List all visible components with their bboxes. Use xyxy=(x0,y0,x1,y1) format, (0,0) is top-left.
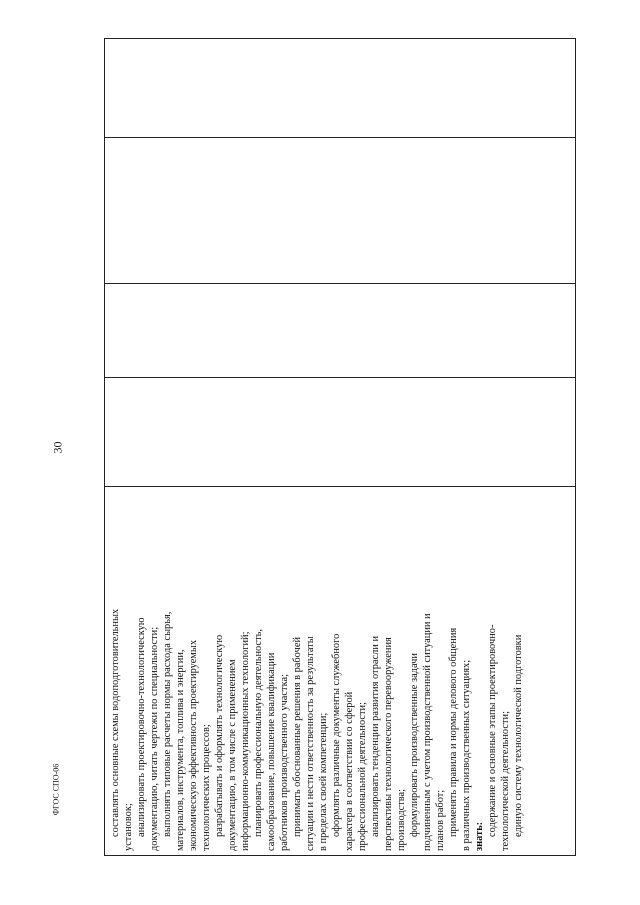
document-code: ФГОС СПО-06 xyxy=(51,763,61,816)
table-row-divider xyxy=(105,137,575,138)
text-line: экономическую эффективность проектируемых xyxy=(188,639,199,851)
text-line: оформлять различные документы служебного xyxy=(331,633,342,837)
text-line: принимать обоснованные решения в рабочей xyxy=(292,637,303,837)
text-line: работников производственного участка; xyxy=(279,674,290,851)
text-line: анализировать проектировочно-технологическую xyxy=(136,617,147,837)
text-line: перспективы технологического перевооружения xyxy=(383,637,394,851)
table-row-divider xyxy=(105,283,575,284)
text-line: выполнять типовые расчеты нормы расхода сырья, xyxy=(162,611,173,837)
text-line: производства; xyxy=(396,788,407,851)
text-line: разрабатывать и оформлять технологическую xyxy=(214,634,225,837)
text-line: технологической деятельности; xyxy=(500,711,511,851)
skills-cell xyxy=(105,486,577,857)
text-line: самообразование, повышение квалификации xyxy=(266,652,277,851)
text-line: планировать профессиональную деятельность, xyxy=(253,629,264,837)
text-line: информационно-коммуникационных технологий; xyxy=(240,631,251,851)
page-number: 30 xyxy=(50,441,65,454)
text-line: профессиональной деятельности; xyxy=(357,701,368,851)
text-line: применять правила и нормы делового общения xyxy=(448,627,459,837)
table-row-divider xyxy=(105,377,575,378)
text-line: документацию, читать чертежи по специальности; xyxy=(149,626,160,851)
skills-text xyxy=(105,486,577,857)
text-line: характера в соответствии со сферой xyxy=(344,691,355,851)
text-line: в различных производственных ситуациях; xyxy=(461,659,472,851)
text-line: установок; xyxy=(123,803,134,851)
text-line: технологических процессов; xyxy=(201,724,212,851)
curriculum-table xyxy=(104,38,576,856)
text-line: формулировать производственные задачи xyxy=(409,653,420,837)
text-line: содержание и основные этапы проектировочно- xyxy=(487,624,498,837)
text-line: материалов, инструмента, топлива и энергии, xyxy=(175,649,186,851)
text-line: ситуации и нести ответственность за результаты xyxy=(305,636,316,851)
text-line: в пределах своей компетенции; xyxy=(318,712,329,851)
text-line: анализировать тенденции развития отрасли и xyxy=(370,635,381,837)
text-line: составлять основные схемы водоподготовительных xyxy=(110,608,121,837)
text-line: документацию, в том числе с применением xyxy=(227,659,238,851)
text-line: единую систему технологической подготовки xyxy=(513,634,524,837)
text-line: знать: xyxy=(474,821,485,851)
text-line: подчиненным с учетом производственной ситуации и xyxy=(422,613,433,851)
text-line: планов работ; xyxy=(435,789,446,851)
